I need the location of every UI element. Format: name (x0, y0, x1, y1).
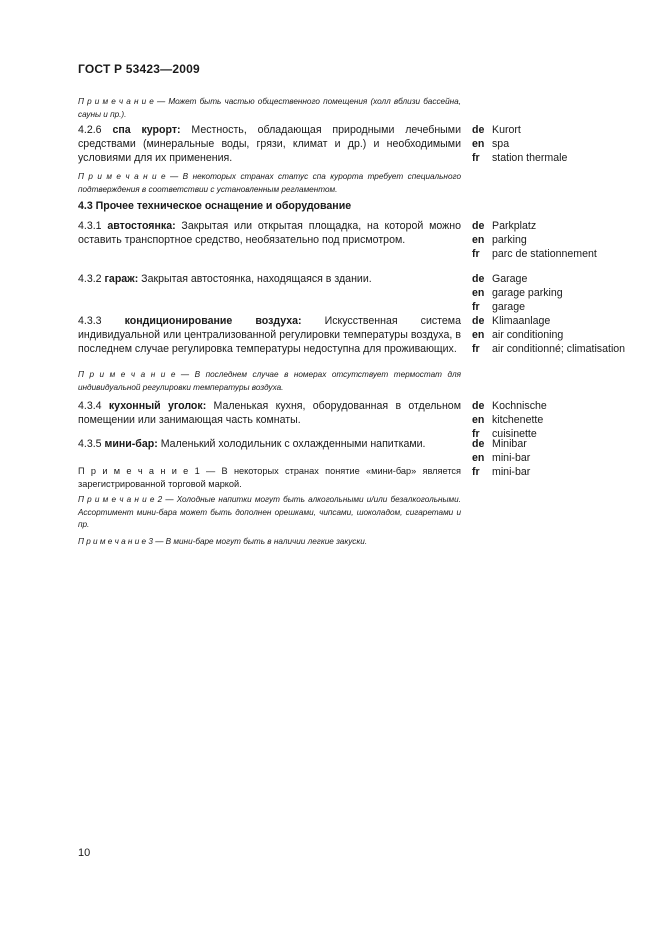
lang-equivalent: garage parking (492, 287, 563, 299)
lang-equivalent: Klimaanlage (492, 315, 551, 327)
lang-code: fr (472, 343, 480, 355)
lang-equivalent: kitchenette (492, 414, 544, 426)
entry-definition: Маленькая кухня, оборудованная в отдельном помещении или занимающая часть комнаты. (78, 400, 461, 426)
lang-row (472, 300, 632, 314)
note-text: — В некоторых странах статус спа курорта требует специального подтверждения в соответствии с установленным регламентом. (78, 172, 461, 194)
lang-equivalent: Minibar (492, 438, 527, 450)
entry-number: 4.2.6 (78, 124, 102, 136)
lang-row (472, 465, 632, 479)
lang-row (472, 123, 632, 137)
entry-term: кухонный уголок: (108, 400, 207, 412)
entry-4-3-4 (78, 399, 461, 427)
lang-block-4-3-1 (472, 219, 632, 261)
entry-4-2-6 (78, 123, 461, 165)
lang-code: en (472, 452, 485, 464)
lang-equivalent: air conditionné; climatisation (492, 343, 626, 355)
lang-code: de (472, 220, 485, 232)
lang-equivalent: parc de stationnement (492, 248, 597, 260)
lang-code: fr (472, 301, 480, 313)
entry-number: 4.3.5 (78, 438, 102, 450)
lang-code: de (472, 124, 485, 136)
note-label: П р и м е ч а н и е (78, 172, 166, 181)
document-header: ГОСТ Р 53423—2009 (78, 62, 200, 76)
entry-definition: Искусственная система индивидуальной или централизованной регулировки температуры воздуха, в последнем случае регулировка температуры недоступна для проживающих. (78, 315, 461, 355)
note-label: П р и м е ч а н и е 1 (78, 466, 200, 476)
entry-definition: Закрытая или открытая площадка, на которой можно оставить транспортное средство, необязательно под присмотром. (78, 220, 461, 246)
lang-block-4-3-4 (472, 399, 632, 441)
entry-4-3-2 (78, 272, 461, 286)
lang-equivalent: mini-bar (492, 452, 531, 464)
lang-equivalent: Garage (492, 273, 528, 285)
entry-4-3-1 (78, 219, 461, 247)
lang-row (472, 399, 632, 413)
entry-number: 4.3.4 (78, 400, 102, 412)
lang-code: de (472, 400, 485, 412)
lang-code: fr (472, 248, 480, 260)
lang-row (472, 286, 632, 300)
lang-row (472, 437, 632, 451)
entry-term: автостоянка: (107, 220, 176, 232)
note-4-3-5-2 (78, 494, 461, 532)
page-number: 10 (78, 847, 91, 859)
section-title-4-3: 4.3 Прочее техническое оснащение и оборудование (78, 200, 352, 212)
note-text: — Холодные напитки могут быть алкогольными и/или безалкогольными. Ассортимент мини-бара может быть дополнен орешками, чипсами, шоколадом, сигаретами и пр. (78, 495, 461, 529)
lang-row (472, 328, 632, 342)
entry-number: 4.3.2 (78, 273, 102, 285)
entry-term: спа курорт: (112, 124, 181, 136)
entry-number: 4.3.3 (78, 315, 102, 327)
lang-code: fr (472, 428, 480, 440)
entry-4-3-5 (78, 437, 461, 451)
lang-equivalent: Kochnische (492, 400, 547, 412)
note-text: — В некоторых странах понятие «мини-бар» является зарегистрированной торговой маркой. (78, 466, 461, 489)
lang-row (472, 451, 632, 465)
entry-definition: Местность, обладающая природными лечебными средствами (минеральные воды, грязи, климат и др.) и необходимыми условиями для их применения. (78, 124, 461, 164)
lang-row (472, 247, 632, 261)
note-label: П р и м е ч а н и е (78, 97, 154, 106)
lang-equivalent: Kurort (492, 124, 521, 136)
lang-equivalent: station thermale (492, 152, 568, 164)
lang-block-4-3-5 (472, 437, 632, 479)
lang-code: fr (472, 152, 480, 164)
lang-row (472, 233, 632, 247)
lang-row (472, 272, 632, 286)
note-4-2-6 (78, 171, 461, 196)
lang-equivalent: Parkplatz (492, 220, 537, 232)
lang-code: en (472, 329, 485, 341)
note-4-3-5-1 (78, 465, 461, 491)
lang-code: en (472, 287, 485, 299)
lang-code: en (472, 138, 485, 150)
note-text: — В последнем случае в номерах отсутствует термостат для индивидуальной регулировки температуры воздуха. (78, 370, 461, 392)
note-text: — В мини-баре могут быть в наличии легкие закуски. (152, 537, 368, 546)
lang-row (472, 413, 632, 427)
lang-row (472, 137, 632, 151)
lang-code: de (472, 438, 485, 450)
lang-equivalent: cuisinette (492, 428, 537, 440)
lang-equivalent: parking (492, 234, 527, 246)
lang-equivalent: spa (492, 138, 510, 150)
lang-code: fr (472, 466, 480, 478)
entry-term: кондиционирование воздуха: (124, 315, 302, 327)
lang-block-4-2-6 (472, 123, 632, 165)
lang-equivalent: mini-bar (492, 466, 531, 478)
note-4-3-3 (78, 369, 461, 394)
entry-term: гараж: (104, 273, 139, 285)
lang-row (472, 219, 632, 233)
lang-block-4-3-2 (472, 272, 632, 314)
lang-code: de (472, 273, 485, 285)
lang-code: en (472, 234, 485, 246)
entry-4-3-3 (78, 314, 461, 356)
note-label: П р и м е ч а н и е 3 (78, 537, 153, 546)
lang-row (472, 342, 632, 356)
note-label: П р и м е ч а н и е (78, 370, 176, 379)
lang-equivalent: air conditioning (492, 329, 564, 341)
note-4-3-5-3 (78, 536, 461, 549)
entry-definition: Маленький холодильник с охлажденными напитками. (157, 438, 426, 450)
lang-equivalent: garage (492, 301, 525, 313)
note-text: — Может быть частью общественного помещения (холл вблизи бассейна, сауны и пр.). (78, 97, 461, 119)
lang-code: en (472, 414, 485, 426)
note-top (78, 96, 461, 121)
note-label: П р и м е ч а н и е 2 (78, 495, 163, 504)
entry-number: 4.3.1 (78, 220, 102, 232)
lang-code: de (472, 315, 485, 327)
lang-row (472, 314, 632, 328)
lang-block-4-3-3 (472, 314, 632, 356)
lang-row (472, 151, 632, 165)
entry-term: мини-бар: (104, 438, 158, 450)
entry-definition: Закрытая автостоянка, находящаяся в здании. (138, 273, 372, 285)
